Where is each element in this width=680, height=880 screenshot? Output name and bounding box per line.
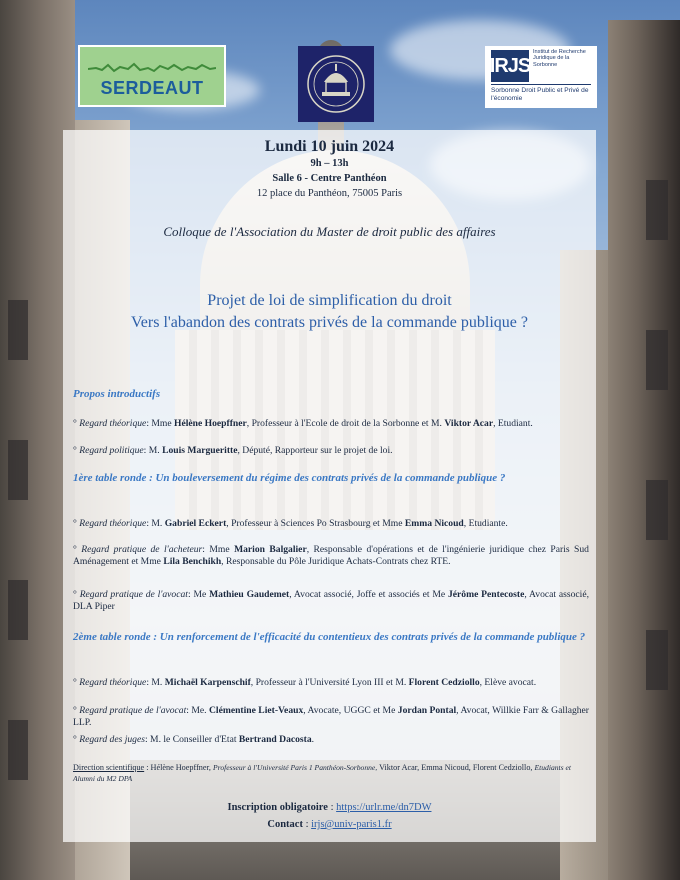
speaker-name: Bertrand Dacosta	[238, 734, 312, 745]
colloque-title: Colloque de l'Association du Master de droit public des affaires	[163, 224, 496, 239]
event-address: 12 place du Panthéon, 75005 Paris	[256, 188, 403, 199]
item-label: Regard pratique de l'avocat	[79, 705, 187, 716]
intro-heading: Propos introductifs	[73, 388, 161, 400]
speaker-name: Marion Balgalier	[234, 544, 307, 555]
speaker-name: Hélène Hoepffner	[174, 418, 247, 429]
item-label: Regard politique	[79, 445, 144, 456]
round-1-ordinal: 1ère	[73, 472, 93, 484]
round-2-item: ° Regard des juges: M. le Conseiller d'Etat Bertrand Dacosta.	[73, 734, 315, 745]
direction-role: Etudiants et Alumni du M2 DPA	[73, 763, 572, 783]
round-1-heading	[73, 472, 586, 485]
speaker-name: Jordan Pontal	[397, 705, 457, 716]
speaker-name: Michaël Karpenschif	[164, 677, 251, 688]
event-time: 9h – 13h	[310, 158, 349, 169]
item-label: Regard pratique de l'avocat	[79, 589, 188, 600]
round-2-heading-text: table ronde : Un renforcement de l'efficacité du contentieux des contrats privés de la commande publique ?	[99, 631, 586, 643]
item-label: Regard théorique	[79, 418, 147, 429]
event-date: Lundi 10 juin 2024	[264, 138, 395, 155]
speaker-name: Viktor Acar	[444, 418, 494, 429]
irjs-logo-acronym: IRJS	[491, 50, 529, 82]
direction-label: Direction scientifique	[73, 763, 145, 772]
round-1-heading-text: table ronde : Un bouleversement du régime des contrats privés de la commande publique ?	[95, 472, 506, 484]
speaker-name: Mathieu Gaudemet	[209, 589, 290, 600]
speaker-name: Clémentine Liet-Veaux	[208, 705, 304, 716]
direction-names: Viktor Acar, Emma Nicoud, Florent Cedziollo,	[379, 763, 535, 772]
irjs-logo-institute: Institut de Recherche Juridique de la Sorbonne	[533, 49, 586, 68]
intro-item: ° Regard théorique: Mme Hélène Hoepffner, Professeur à l'Ecole de droit de la Sorbonne et M. Viktor Acar, Etudiant.	[73, 418, 533, 429]
round-2-item: ° Regard théorique: M. Michaël Karpenschif, Professeur à l'Université Lyon III et M. Florent Cedziollo, Elève avocat.	[73, 677, 537, 688]
direction-name: : Hélène Hoepffner,	[144, 763, 214, 772]
speaker-name: Emma Nicoud	[404, 518, 464, 529]
contact-line: Contact : irjs@univ-paris1.fr	[267, 819, 392, 830]
main-title-line-2: Vers l'abandon des contrats privés de la commande publique ?	[131, 314, 528, 331]
speaker-name: Jérôme Pentecoste	[447, 589, 525, 600]
round-2-heading	[73, 631, 586, 644]
scientific-direction	[73, 763, 589, 784]
item-label: Regard pratique de l'acheteur	[81, 544, 203, 555]
item-label: Regard théorique	[79, 677, 147, 688]
inscription-link[interactable]: https://urlr.me/dn7DW	[336, 802, 432, 813]
contact-email-link[interactable]: irjs@univ-paris1.fr	[311, 819, 392, 830]
waveform-icon	[88, 59, 216, 77]
serdeaut-logo	[78, 45, 226, 107]
speaker-name: Gabriel Eckert	[164, 518, 227, 529]
speaker-name: Florent Cedziollo	[408, 677, 480, 688]
irjs-logo	[485, 46, 597, 108]
round-1-item: ° Regard théorique: M. Gabriel Eckert, Professeur à Sciences Po Strasbourg et Mme Emma Nicoud, Etudiante.	[73, 518, 508, 529]
speaker-name: Louis Margueritte	[162, 445, 238, 456]
inscription-label: Inscription obligatoire	[227, 802, 328, 813]
contact-label: Contact	[267, 819, 303, 830]
event-room: Salle 6 - Centre Panthéon	[272, 173, 387, 184]
serdeaut-logo-text: SERDEAUT	[100, 78, 204, 98]
main-title-line-1: Projet de loi de simplification du droit	[207, 292, 452, 309]
direction-role: Professeur à l'Université Paris 1 Panthéon-Sorbonne,	[213, 763, 380, 772]
round-2-ordinal: 2ème	[73, 631, 97, 643]
round-1-item: ° Regard pratique de l'avocat: Me Mathieu Gaudemet, Avocat associé, Joffe et associés et Me Jérôme Pentecoste, Avocat associé, DLA Piper	[73, 589, 589, 612]
irjs-logo-subtitle: Sorbonne Droit Public et Privé de l'économie	[491, 84, 591, 103]
sorbonne-seal-icon	[304, 52, 368, 116]
round-1-item: ° Regard pratique de l'acheteur: Mme Marion Balgalier, Responsable d'opérations et de l'ingénierie juridique chez Paris Sud Aménagement et Mme Lila Benchikh, Responsable du Pôle Juridique Achats-Contrats chez RTE.	[73, 544, 589, 567]
speaker-name: Lila Benchikh	[163, 555, 222, 567]
item-label: Regard théorique	[79, 518, 147, 529]
round-2-item: ° Regard pratique de l'avocat: Me. Clémentine Liet-Veaux, Avocate, UGGC et Me Jordan Pontal, Avocat, Willkie Farr & Gallagher LLP.	[73, 705, 589, 728]
program-panel	[63, 130, 596, 842]
intro-item: ° Regard politique: M. Louis Margueritte, Député, Rapporteur sur le projet de loi.	[73, 445, 393, 456]
item-label: Regard des juges	[79, 734, 145, 745]
inscription-line: Inscription obligatoire : https://urlr.me/dn7DW	[227, 802, 432, 813]
sorbonne-seal-logo	[298, 46, 374, 122]
